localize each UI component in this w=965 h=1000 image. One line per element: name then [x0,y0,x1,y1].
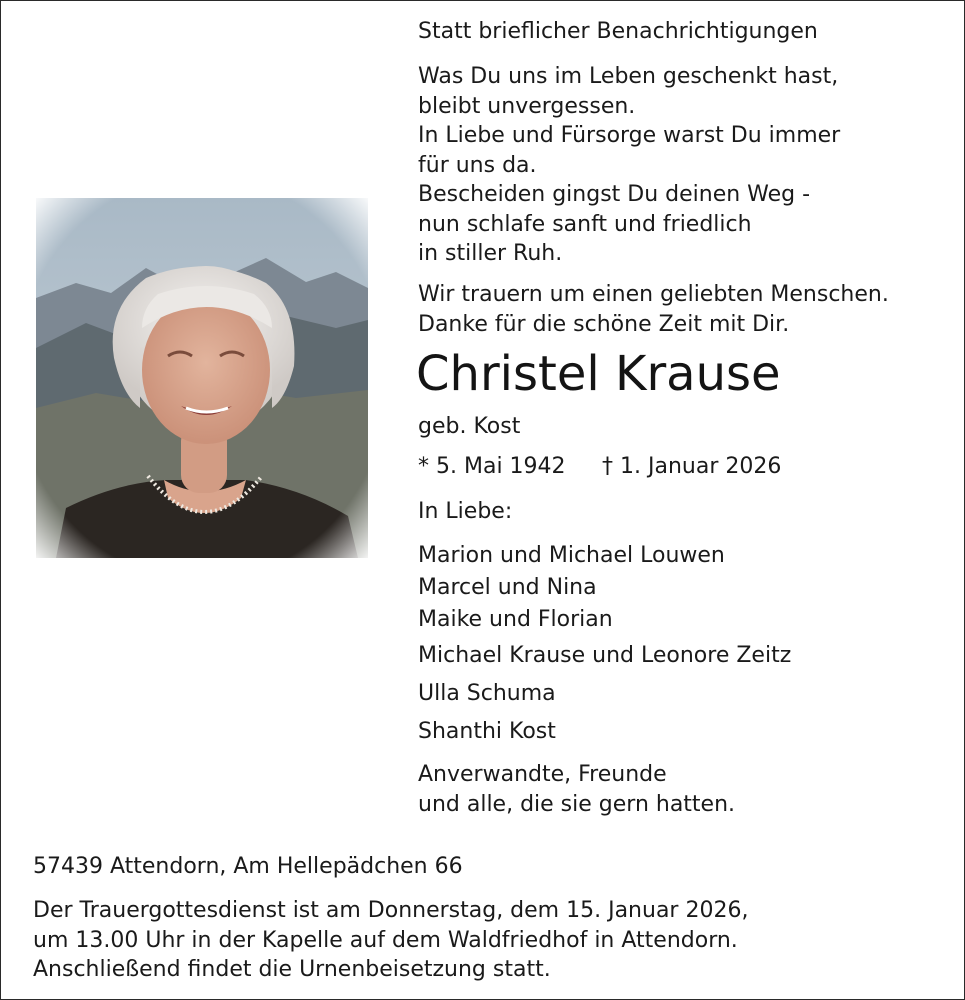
relatives-line: und alle, die sie gern hatten. [418,791,736,817]
mourning-text [418,280,958,339]
relatives-text [418,760,958,819]
family-member: Marion und Michael Louwen [418,543,725,568]
poem-line: bleibt unvergessen. [418,93,636,119]
mourning-line: Wir trauern um einen geliebten Menschen. [418,282,889,307]
life-dates [418,452,782,481]
service-line: um 13.00 Uhr in der Kapelle auf dem Waldfriedhof in Attendorn. [33,927,738,953]
deceased-name: Christel Krause [416,346,781,402]
family-member: Ulla Schuma [418,681,556,706]
family-member: Marcel und Nina [418,575,597,600]
poem-line: für uns da. [418,152,537,178]
family-member: Michael Krause und Leonore Zeitz [418,643,792,668]
in-love-label: In Liebe: [418,499,513,524]
service-line: Anschließend findet die Urnenbeisetzung statt. [33,957,551,982]
poem-line: Bescheiden gingst Du deinen Weg - [418,182,811,207]
poem-line: In Liebe und Fürsorge warst Du immer [418,123,841,148]
birth-date: * 5. Mai 1942 [418,454,566,479]
poem-line: Was Du uns im Leben geschenkt hast, [418,64,839,89]
service-line: Der Trauergottesdienst ist am Donnerstag, dem 15. Januar 2026, [33,898,749,923]
family-group [418,540,958,636]
poem-line: in stiller Ruh. [418,241,563,266]
notice-heading: Statt brieflicher Benachrichtigungen [418,19,818,44]
born-name: geb. Kost [418,414,521,439]
family-member: Maike und Florian [418,607,613,632]
relatives-line: Anverwandte, Freunde [418,762,667,787]
service-info [33,896,953,985]
mourning-line: Danke für die schöne Zeit mit Dir. [418,311,790,337]
poem [418,62,958,269]
death-date: † 1. Januar 2026 [602,454,782,479]
poem-line: nun schlafe sanft und friedlich [418,211,752,237]
address: 57439 Attendorn, Am Hellepädchen 66 [33,854,463,879]
portrait-photo [36,198,368,558]
family-member: Shanthi Kost [418,719,556,744]
